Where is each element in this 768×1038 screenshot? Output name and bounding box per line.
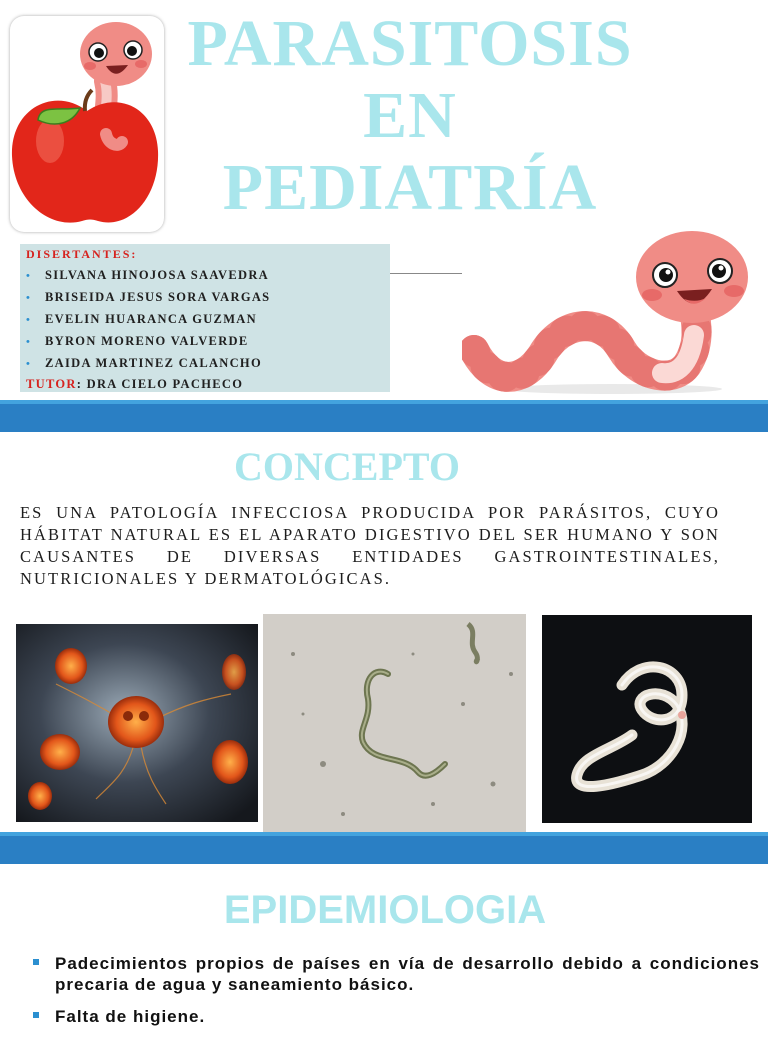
author-item: • BRISEIDA JESUS SORA VARGAS bbox=[26, 290, 271, 304]
authors-list bbox=[26, 264, 270, 374]
list-item: Padecimientos propios de países en vía de desarrollo debido a condiciones precaria de agua y saneamiento básico. bbox=[30, 953, 760, 995]
bullet-icon bbox=[33, 1012, 39, 1018]
connector-line bbox=[390, 273, 462, 274]
author-item: • EVELIN HUARANCA GUZMAN bbox=[26, 312, 257, 326]
title-line-1: PARASITOSIS bbox=[187, 7, 633, 80]
white-worm-image bbox=[542, 615, 752, 823]
divider-band-2 bbox=[0, 836, 768, 864]
title-line-2: EN bbox=[363, 79, 457, 152]
page-title bbox=[170, 8, 650, 224]
divider-band bbox=[0, 404, 768, 432]
authors-header: DISERTANTES: bbox=[26, 247, 138, 261]
giardia-image bbox=[16, 624, 258, 822]
title-line-3: PEDIATRÍA bbox=[222, 151, 598, 224]
authors-box bbox=[20, 244, 390, 392]
microscope-worm-image bbox=[263, 614, 526, 836]
tutor-line bbox=[26, 377, 243, 392]
list-item: Falta de higiene. bbox=[30, 1006, 760, 1027]
author-item: • ZAIDA MARTINEZ CALANCHO bbox=[26, 356, 262, 370]
bullet-icon bbox=[33, 959, 39, 965]
tutor-label: TUTOR bbox=[26, 377, 77, 391]
concepto-text: ES UNA PATOLOGÍA INFECCIOSA PRODUCIDA POR PARÁSITOS, CUYO HÁBITAT NATURAL ES EL APARATO DIGESTIVO DEL SER HUMANO Y SON CAUSANTES DE DIVERSAS ENTIDADES GASTROINTESTINALES, NUTRICIONALES Y DERMATOLÓGICAS. bbox=[20, 503, 720, 588]
author-item: • SILVANA HINOJOSA SAAVEDRA bbox=[26, 268, 270, 282]
epidemiologia-heading: EPIDEMIOLOGIA bbox=[223, 888, 547, 932]
tutor-name: : DRA CIELO PACHECO bbox=[76, 377, 244, 391]
apple-worm-illustration bbox=[10, 16, 164, 232]
concepto-heading: CONCEPTO bbox=[234, 444, 460, 489]
worm-illustration bbox=[462, 225, 752, 395]
author-item: • BYRON MORENO VALVERDE bbox=[26, 334, 249, 348]
epidemiologia-list bbox=[30, 953, 760, 1038]
